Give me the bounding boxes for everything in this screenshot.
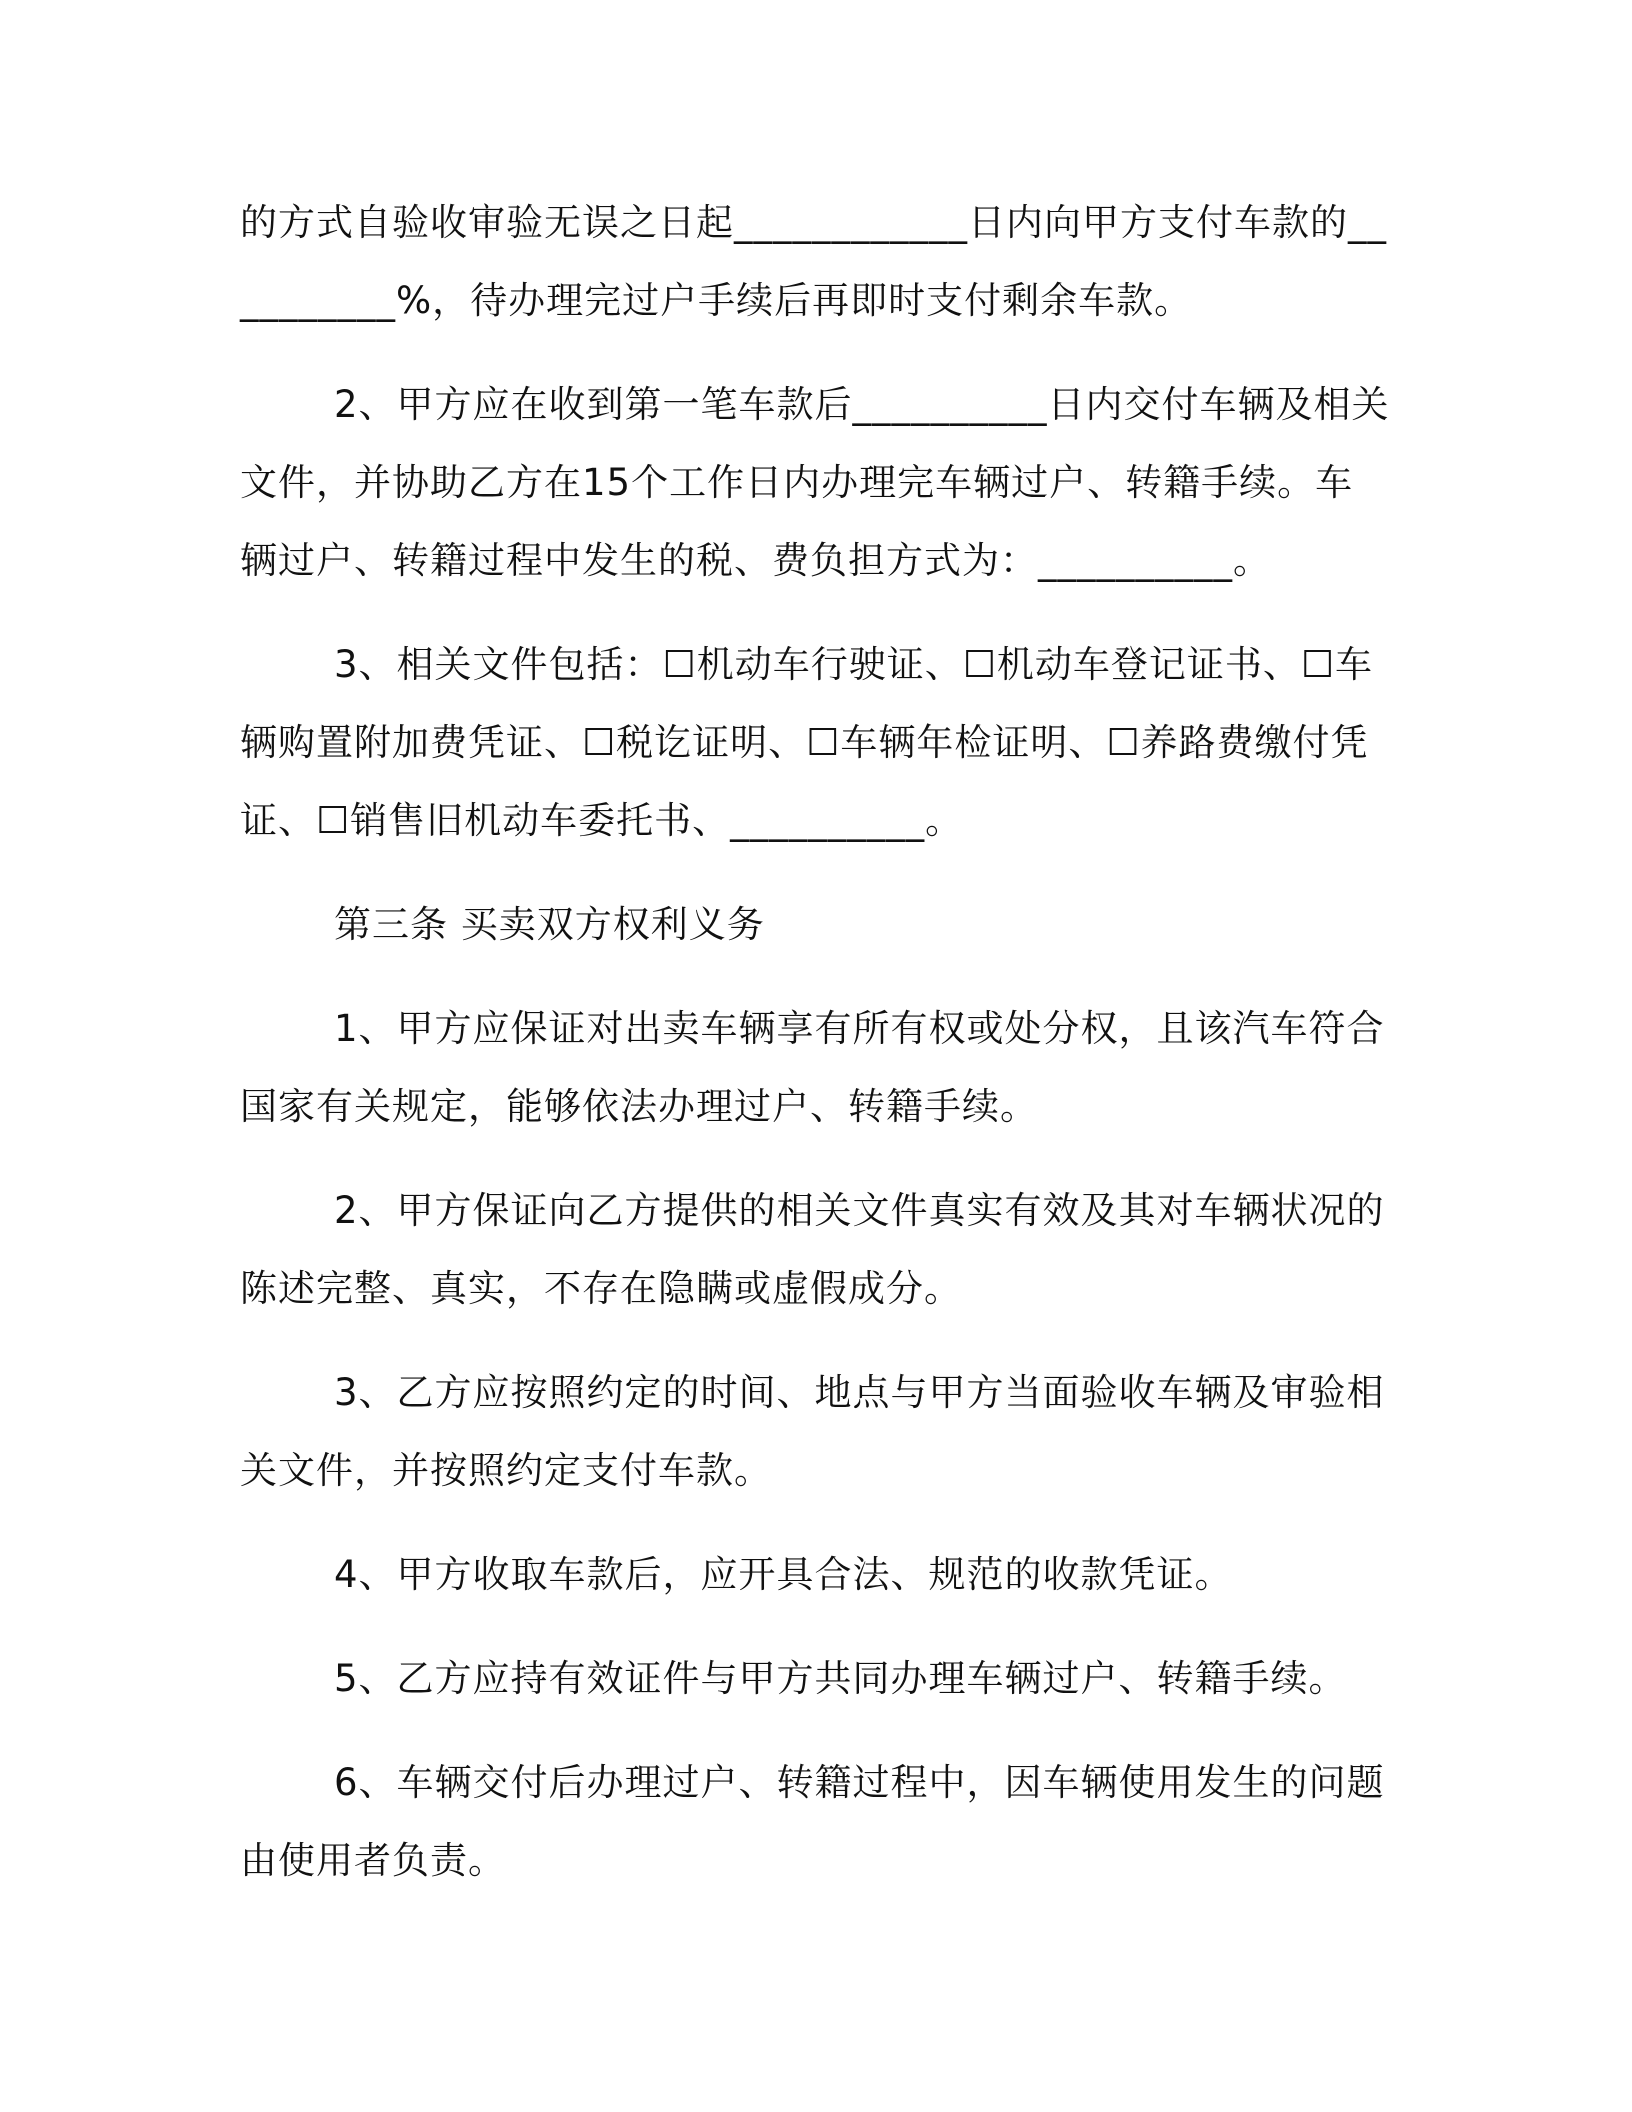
paragraph-payment-continuation: 的方式自验收审验无误之日起____________日内向甲方支付车款的__________%，待办理完过户手续后再即时支付剩余车款。 — [240, 201, 1387, 322]
paragraph-usage-liability: 6、车辆交付后办理过户、转籍过程中，因车辆使用发生的问题由使用者负责。 — [240, 1761, 1385, 1882]
paragraph-transfer-procedure: 5、乙方应持有效证件与甲方共同办理车辆过户、转籍手续。 — [334, 1657, 1347, 1700]
paragraph-buyer-inspection: 3、乙方应按照约定的时间、地点与甲方当面验收车辆及审验相关文件，并按照约定支付车款。 — [240, 1371, 1385, 1492]
paragraph-delivery-terms: 2、甲方应在收到第一笔车款后__________日内交付车辆及相关文件，并协助乙方在15个工作日内办理完车辆过户、转籍手续。车辆过户、转籍过程中发生的税、费负担方式为：__________。 — [240, 383, 1390, 582]
paragraph-seller-ownership: 1、甲方应保证对出卖车辆享有所有权或处分权，且该汽车符合国家有关规定，能够依法办理过户、转籍手续。 — [240, 1007, 1385, 1128]
document-body — [240, 184, 1390, 1926]
paragraph-receipt: 4、甲方收取车款后，应开具合法、规范的收款凭证。 — [334, 1553, 1233, 1596]
paragraph-seller-documents: 2、甲方保证向乙方提供的相关文件真实有效及其对车辆状况的陈述完整、真实，不存在隐瞒或虚假成分。 — [240, 1189, 1385, 1310]
paragraph-related-documents: 3、相关文件包括：☐机动车行驶证、☐机动车登记证书、☐车辆购置附加费凭证、☐税讫证明、☐车辆年检证明、☐养路费缴付凭证、☐销售旧机动车委托书、__________。 — [240, 643, 1374, 842]
section-heading-rights-obligations: 第三条 买卖双方权利义务 — [334, 903, 765, 946]
